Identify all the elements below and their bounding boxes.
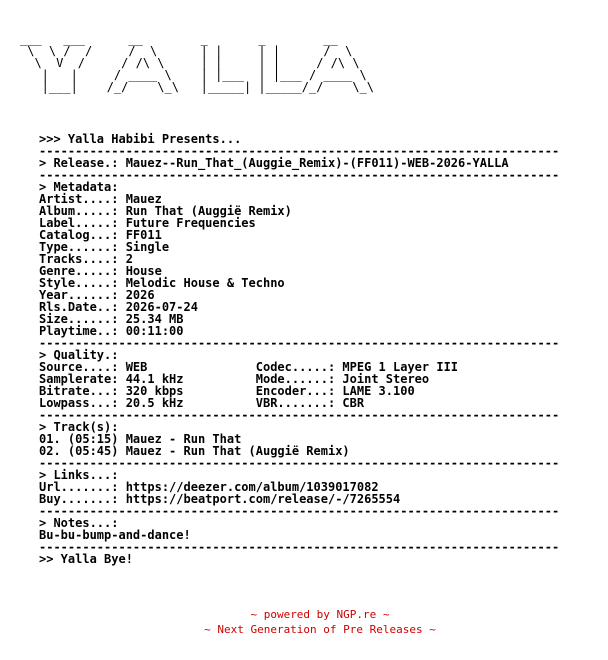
track-item: 01. (05:15) Mauez - Run That <box>39 432 242 446</box>
metadata-playtime: Playtime..: 00:11:00 <box>39 324 184 338</box>
quality-row: Source....: WEB Codec.....: MPEG 1 Layer III <box>39 360 459 374</box>
metadata-genre: Genre.....: House <box>39 264 162 278</box>
metadata-release-date: Rls.Date..: 2026-07-24 <box>39 300 198 314</box>
tracks-header: > Track(s): <box>39 420 119 434</box>
yalla-ascii-logo: ___ ___ __ _ _ __ \ \ / / / \ | | | | / \ \ V / / /\ \ | | | | / /\ \ | | / ____ \ | |___ | |___ / ____ \ |___| /_/ \_\ |_____| |_____/_/ \_\ <box>20 32 375 94</box>
separator: ------------------------------------------------------------------------ <box>39 504 560 518</box>
quality-header: > Quality.: <box>39 348 119 362</box>
link-url[interactable]: Url.......: https://deezer.com/album/1039017082 <box>39 480 379 494</box>
release-line: > Release.: Mauez--Run_That_(Auggie_Remix)-(FF011)-WEB-2026-YALLA <box>39 156 509 170</box>
metadata-size: Size......: 25.34 MB <box>39 312 184 326</box>
separator: ------------------------------------------------------------------------ <box>39 456 560 470</box>
metadata-album: Album.....: Run That (Auggië Remix) <box>39 204 292 218</box>
outro-line: >> Yalla Bye! <box>39 552 133 566</box>
separator: ------------------------------------------------------------------------ <box>39 336 560 350</box>
separator: ------------------------------------------------------------------------ <box>39 540 560 554</box>
notes-header: > Notes...: <box>39 516 119 530</box>
footer-tagline: ~ Next Generation of Pre Releases ~ <box>204 623 436 636</box>
metadata-tracks: Tracks....: 2 <box>39 252 133 266</box>
metadata-label: Label.....: Future Frequencies <box>39 216 256 230</box>
footer-powered-by: ~ powered by NGP.re ~ <box>250 608 390 621</box>
metadata-catalog: Catalog...: FF011 <box>39 228 162 242</box>
nfo-text-block <box>39 133 559 565</box>
metadata-type: Type......: Single <box>39 240 170 254</box>
notes-text: Bu-bu-bump-and-dance! <box>39 528 191 542</box>
metadata-style: Style.....: Melodic House & Techno <box>39 276 285 290</box>
track-item: 02. (05:45) Mauez - Run That (Auggië Remix) <box>39 444 350 458</box>
quality-row: Samplerate: 44.1 kHz Mode......: Joint Stereo <box>39 372 430 386</box>
intro-line: >>> Yalla Habibi Presents... <box>39 132 242 146</box>
metadata-year: Year......: 2026 <box>39 288 155 302</box>
quality-row: Bitrate...: 320 kbps Encoder...: LAME 3.100 <box>39 384 415 398</box>
separator: ------------------------------------------------------------------------ <box>39 168 560 182</box>
separator: ------------------------------------------------------------------------ <box>39 144 560 158</box>
metadata-header: > Metadata: <box>39 180 119 194</box>
links-header: > Links...: <box>39 468 119 482</box>
separator: ------------------------------------------------------------------------ <box>39 408 560 422</box>
link-buy[interactable]: Buy.......: https://beatport.com/release/-/7265554 <box>39 492 401 506</box>
quality-row: Lowpass...: 20.5 kHz VBR.......: CBR <box>39 396 365 410</box>
metadata-artist: Artist....: Mauez <box>39 192 162 206</box>
